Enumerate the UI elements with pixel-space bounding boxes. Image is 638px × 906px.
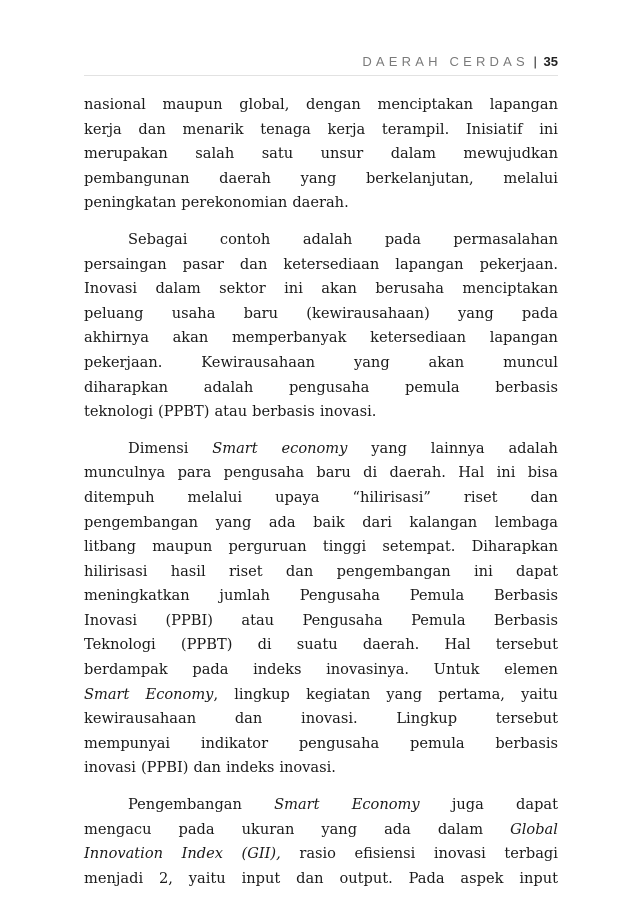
word: dari bbox=[362, 513, 392, 531]
word: pertama, bbox=[438, 685, 505, 703]
word: pasar bbox=[182, 255, 224, 273]
word: di bbox=[363, 464, 378, 482]
text-line bbox=[84, 683, 558, 708]
word: peningkatan bbox=[84, 194, 177, 212]
text-line bbox=[84, 560, 558, 585]
word: inovasi. bbox=[301, 710, 358, 728]
word: ditempuh bbox=[84, 488, 155, 506]
text-line bbox=[84, 658, 558, 683]
word: setempat. bbox=[382, 538, 456, 556]
word: menciptakan bbox=[462, 280, 558, 298]
word: input bbox=[519, 869, 558, 887]
word: akan bbox=[172, 329, 209, 347]
word: memperbanyak bbox=[231, 329, 347, 347]
text-line bbox=[84, 142, 558, 167]
word: aspek bbox=[460, 869, 504, 887]
word: pekerjaan. bbox=[84, 353, 163, 371]
text-line bbox=[84, 167, 558, 192]
word: pekerjaan. bbox=[479, 255, 558, 273]
word: muncul bbox=[503, 353, 558, 371]
word: litbang bbox=[84, 538, 136, 556]
word: Smart bbox=[84, 685, 130, 703]
word: lapangan bbox=[489, 329, 558, 347]
text-line bbox=[84, 351, 558, 376]
word: mempunyai bbox=[84, 734, 171, 752]
word: ada bbox=[384, 820, 411, 838]
word: daerah. bbox=[362, 636, 420, 654]
word: terbagi bbox=[504, 845, 558, 863]
word: elemen bbox=[504, 661, 558, 679]
body-text bbox=[84, 93, 558, 903]
word: economy bbox=[281, 439, 348, 457]
word: persaingan bbox=[84, 255, 167, 273]
page-number: 35 bbox=[543, 54, 558, 69]
word: (PPBI) bbox=[140, 759, 189, 777]
word: yang bbox=[300, 169, 337, 187]
word: riset bbox=[228, 562, 263, 580]
word: daerah. bbox=[389, 464, 446, 482]
word: melalui bbox=[187, 488, 243, 506]
word: Diharapkan bbox=[471, 538, 558, 556]
word: Smart bbox=[274, 796, 320, 814]
word: dan bbox=[296, 869, 324, 887]
word: maupun bbox=[162, 96, 223, 113]
word: input bbox=[241, 869, 281, 887]
paragraph bbox=[84, 793, 558, 891]
word: Inovasi bbox=[84, 280, 138, 298]
word: dan bbox=[239, 255, 268, 273]
word: lainnya bbox=[430, 439, 485, 457]
word: ketersediaan bbox=[283, 255, 380, 273]
word: lingkup bbox=[234, 685, 290, 703]
word: pada bbox=[384, 230, 421, 248]
word: contoh bbox=[219, 230, 271, 248]
word: ini bbox=[284, 280, 303, 298]
word: berusaha bbox=[375, 280, 444, 298]
text-line bbox=[84, 461, 558, 486]
running-title: DAERAH CERDAS bbox=[362, 54, 529, 69]
word: inovasi. bbox=[319, 403, 377, 421]
word: ini bbox=[539, 120, 558, 138]
text-line bbox=[84, 867, 558, 892]
text-line bbox=[84, 707, 558, 732]
word: berbasis bbox=[252, 403, 315, 421]
word: hasil bbox=[170, 562, 206, 580]
word: daerah. bbox=[292, 194, 349, 212]
word: kewirausahaan bbox=[84, 710, 197, 728]
word: baru bbox=[243, 304, 279, 322]
text-line bbox=[84, 191, 558, 216]
word: akan bbox=[321, 280, 357, 298]
word: Berbasis bbox=[493, 611, 558, 629]
word: Hal bbox=[444, 636, 471, 654]
running-header bbox=[84, 53, 558, 76]
word: Economy, bbox=[145, 685, 219, 703]
word: teknologi bbox=[84, 403, 153, 421]
text-line bbox=[84, 609, 558, 634]
word: suatu bbox=[296, 636, 338, 654]
word: yang bbox=[353, 353, 390, 371]
word: jumlah bbox=[219, 587, 270, 605]
paragraph bbox=[84, 437, 558, 781]
word: adalah bbox=[508, 439, 558, 457]
word: menciptakan bbox=[377, 96, 474, 113]
word: yang bbox=[386, 685, 423, 703]
word: pada bbox=[521, 304, 558, 322]
word: berdampak bbox=[84, 661, 168, 679]
word: global, bbox=[239, 96, 290, 113]
word: dan bbox=[138, 120, 166, 138]
word: baik bbox=[313, 513, 345, 531]
word: daerah bbox=[219, 169, 271, 187]
word: indeks bbox=[253, 661, 302, 679]
word: dan bbox=[530, 488, 558, 506]
word: lapangan bbox=[489, 96, 558, 113]
word: Pengembangan bbox=[128, 796, 242, 814]
text-line bbox=[84, 376, 558, 401]
text-line bbox=[84, 732, 558, 757]
word: kegiatan bbox=[306, 685, 371, 703]
word: tersebut bbox=[495, 636, 558, 654]
word: Pengusaha bbox=[299, 587, 380, 605]
text-line bbox=[84, 584, 558, 609]
word: perekonomian bbox=[181, 194, 288, 212]
word: pada bbox=[192, 661, 229, 679]
word: adalah bbox=[203, 378, 254, 396]
word: dalam bbox=[155, 280, 201, 298]
word: (GII), bbox=[241, 845, 281, 863]
word: hilirisasi bbox=[84, 562, 148, 580]
word: dalam bbox=[390, 145, 436, 163]
word: Pemula bbox=[409, 587, 465, 605]
word: Sebagai bbox=[128, 230, 188, 248]
word: (PPBI) bbox=[165, 611, 213, 629]
word: dapat bbox=[516, 796, 558, 814]
word: ini bbox=[496, 464, 516, 482]
word: riset bbox=[463, 488, 498, 506]
word: diharapkan bbox=[84, 378, 169, 396]
word: baru bbox=[316, 464, 351, 482]
word: inovasi bbox=[433, 845, 486, 863]
text-line bbox=[84, 253, 558, 278]
text-line bbox=[84, 302, 558, 327]
word: bisa bbox=[527, 464, 558, 482]
word: dan bbox=[234, 710, 263, 728]
word: peluang bbox=[84, 304, 144, 322]
word: output. bbox=[339, 869, 393, 887]
text-line bbox=[84, 511, 558, 536]
word: di bbox=[257, 636, 272, 654]
word: pengusaha bbox=[223, 464, 305, 482]
text-line bbox=[84, 633, 558, 658]
word: yaitu bbox=[188, 869, 226, 887]
word: sektor bbox=[219, 280, 266, 298]
word: inovasi bbox=[84, 759, 136, 777]
word: usaha bbox=[171, 304, 216, 322]
word: 2, bbox=[158, 869, 173, 887]
word: satu bbox=[261, 145, 294, 163]
word: dengan bbox=[306, 96, 361, 113]
word: berkelanjutan, bbox=[365, 169, 474, 187]
word: pembangunan bbox=[84, 169, 190, 187]
word: Teknologi bbox=[84, 636, 156, 654]
word: yang bbox=[321, 820, 358, 838]
word: adalah bbox=[302, 230, 353, 248]
word: lapangan bbox=[395, 255, 464, 273]
word: munculnya bbox=[84, 464, 166, 482]
word: tinggi bbox=[322, 538, 367, 556]
word: pengembangan bbox=[84, 513, 199, 531]
word: efisiensi bbox=[354, 845, 416, 863]
word: pengembangan bbox=[336, 562, 451, 580]
text-line bbox=[84, 818, 558, 843]
word: yaitu bbox=[521, 685, 558, 703]
word: menjadi bbox=[84, 869, 144, 887]
word: Global bbox=[510, 820, 558, 838]
word: Hal bbox=[458, 464, 485, 482]
word: atau bbox=[241, 611, 275, 629]
text-line bbox=[84, 228, 558, 253]
word: dalam bbox=[437, 820, 484, 838]
word: yang bbox=[371, 439, 407, 457]
word: upaya bbox=[275, 488, 320, 506]
word: tersebut bbox=[495, 710, 558, 728]
word: Index bbox=[181, 845, 223, 863]
word: ketersediaan bbox=[370, 329, 467, 347]
word: rasio bbox=[299, 845, 336, 863]
word: Innovation bbox=[84, 845, 164, 863]
word: indeks bbox=[225, 759, 275, 777]
text-line bbox=[84, 486, 558, 511]
word: ini bbox=[474, 562, 493, 580]
word: berbasis bbox=[495, 378, 558, 396]
word: Pada bbox=[408, 869, 445, 887]
text-line bbox=[84, 535, 558, 560]
word: Smart bbox=[212, 439, 258, 457]
word: (PPBT) bbox=[158, 403, 210, 421]
word: inovasinya. bbox=[326, 661, 410, 679]
text-line bbox=[84, 93, 558, 118]
word: akhirnya bbox=[84, 329, 149, 347]
word: kerja bbox=[327, 120, 366, 138]
word: menarik bbox=[182, 120, 244, 138]
word: permasalahan bbox=[453, 230, 558, 248]
word: (kewirausahaan) bbox=[306, 304, 430, 322]
word: dapat bbox=[516, 562, 558, 580]
word: dan bbox=[193, 759, 221, 777]
word: juga bbox=[451, 796, 484, 814]
header-separator: | bbox=[533, 54, 537, 69]
text-line bbox=[84, 400, 558, 425]
word: Kewirausahaan bbox=[201, 353, 316, 371]
word: ukuran bbox=[241, 820, 295, 838]
word: melalui bbox=[503, 169, 558, 187]
word: mengacu bbox=[84, 820, 152, 838]
word: para bbox=[177, 464, 212, 482]
word: ada bbox=[268, 513, 296, 531]
text-line bbox=[84, 842, 558, 867]
paragraph bbox=[84, 228, 558, 425]
word: Lingkup bbox=[396, 710, 458, 728]
word: Inovasi bbox=[84, 611, 138, 629]
word: nasional bbox=[84, 96, 146, 113]
text-line bbox=[84, 326, 558, 351]
word: perguruan bbox=[228, 538, 307, 556]
word: tenaga bbox=[260, 120, 311, 138]
word: Pemula bbox=[411, 611, 466, 629]
text-line bbox=[84, 437, 558, 462]
word: atau bbox=[214, 403, 248, 421]
word: Inisiatif bbox=[465, 120, 523, 138]
word: berbasis bbox=[495, 734, 558, 752]
word: salah bbox=[195, 145, 235, 163]
word: meningkatkan bbox=[84, 587, 190, 605]
word: indikator bbox=[200, 734, 269, 752]
word: unsur bbox=[320, 145, 364, 163]
word: pengusaha bbox=[298, 734, 380, 752]
text-line bbox=[84, 118, 558, 143]
word: inovasi. bbox=[279, 759, 336, 777]
word: lembaga bbox=[494, 513, 558, 531]
text-line bbox=[84, 793, 558, 818]
text-line bbox=[84, 277, 558, 302]
word: pengusaha bbox=[288, 378, 370, 396]
word: Pengusaha bbox=[302, 611, 383, 629]
word: pemula bbox=[405, 378, 460, 396]
word: dan bbox=[285, 562, 314, 580]
word: akan bbox=[428, 353, 465, 371]
word: kalangan bbox=[409, 513, 478, 531]
word: terampil. bbox=[381, 120, 450, 138]
paragraph bbox=[84, 93, 558, 216]
word: yang bbox=[215, 513, 252, 531]
word: pada bbox=[178, 820, 215, 838]
word: pemula bbox=[410, 734, 465, 752]
word: Dimensi bbox=[128, 439, 189, 457]
word: Untuk bbox=[433, 661, 480, 679]
word: Economy bbox=[351, 796, 420, 814]
word: Berbasis bbox=[493, 587, 558, 605]
word: merupakan bbox=[84, 145, 168, 163]
word: maupun bbox=[152, 538, 213, 556]
word: yang bbox=[458, 304, 494, 322]
word: (PPBT) bbox=[180, 636, 233, 654]
word: mewujudkan bbox=[463, 145, 558, 163]
word: “hilirisasi” bbox=[352, 488, 431, 506]
word: kerja bbox=[84, 120, 122, 138]
text-line bbox=[84, 756, 558, 781]
